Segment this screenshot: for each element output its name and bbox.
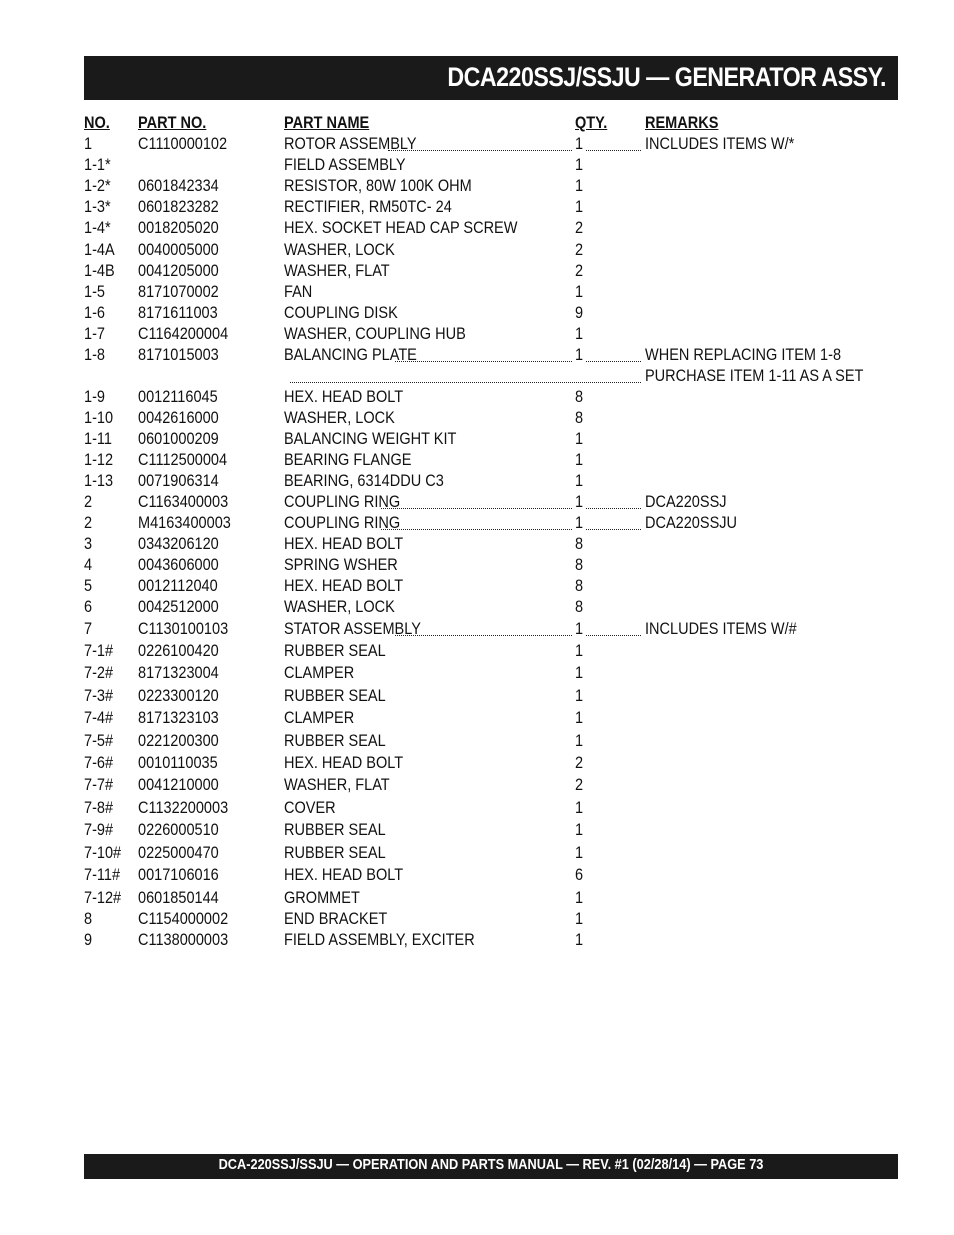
item-number: 7-8#: [84, 799, 114, 817]
item-number: 7: [84, 620, 93, 638]
item-number: 1-12: [84, 451, 114, 469]
part-number: 0041210000: [138, 776, 219, 794]
part-name: RUBBER SEAL: [284, 821, 386, 839]
item-number: 1-6: [84, 304, 105, 322]
page-title: DCA220SSJ/SSJU — GENERATOR ASSY.: [447, 62, 886, 92]
part-name: END BRACKET: [284, 910, 388, 928]
part-number: 0012112040: [138, 577, 218, 595]
part-name: GROMMET: [284, 889, 360, 907]
part-name: ROTOR ASSEMBLY: [284, 135, 417, 153]
part-number: 0601842334: [138, 177, 219, 195]
part-name: HEX. HEAD BOLT: [284, 577, 404, 595]
item-number: 7-11#: [84, 866, 121, 884]
item-number: 7-9#: [84, 821, 114, 839]
item-number: 1-10: [84, 409, 114, 427]
item-number: 2: [84, 493, 93, 511]
part-number: 0012116045: [138, 388, 218, 406]
part-name: RUBBER SEAL: [284, 642, 386, 660]
leader-dots: [381, 496, 572, 509]
part-name: BEARING FLANGE: [284, 451, 412, 469]
item-number: 7-4#: [84, 709, 114, 727]
item-number: 7-1#: [84, 642, 114, 660]
part-name: BALANCING WEIGHT KIT: [284, 430, 457, 448]
item-number: 2: [84, 514, 93, 532]
column-header-no: NO.: [84, 114, 110, 132]
quantity: 1: [575, 821, 584, 839]
remarks: WHEN REPLACING ITEM 1-8: [645, 346, 842, 364]
quantity: 1: [575, 910, 584, 928]
leader-dots: [586, 623, 641, 636]
part-number: 0601000209: [138, 430, 219, 448]
part-name: WASHER, FLAT: [284, 262, 390, 280]
part-number: 8171323004: [138, 664, 219, 682]
quantity: 1: [575, 430, 584, 448]
part-number: 0010110035: [138, 754, 218, 772]
quantity: 8: [575, 409, 584, 427]
quantity: 1: [575, 844, 584, 862]
item-number: 7-7#: [84, 776, 114, 794]
quantity: 1: [575, 325, 584, 343]
quantity: 6: [575, 866, 584, 884]
leader-dots: [290, 370, 641, 383]
part-name: BALANCING PLATE: [284, 346, 417, 364]
quantity: 1: [575, 493, 584, 511]
part-number: 0226100420: [138, 642, 219, 660]
quantity: 1: [575, 156, 584, 174]
column-header-qty: QTY.: [575, 114, 608, 132]
part-number: 0018205020: [138, 219, 219, 237]
part-name: RUBBER SEAL: [284, 687, 386, 705]
column-header-part-name: PART NAME: [284, 114, 370, 132]
quantity: 2: [575, 262, 584, 280]
quantity: 2: [575, 219, 584, 237]
remarks: DCA220SSJ: [645, 493, 727, 511]
item-number: 1-4A: [84, 241, 115, 259]
part-name: HEX. HEAD BOLT: [284, 754, 404, 772]
item-number: 7-5#: [84, 732, 114, 750]
part-number: 0071906314: [138, 472, 219, 490]
part-number: 0040005000: [138, 241, 219, 259]
part-number: 0601823282: [138, 198, 219, 216]
item-number: 7-10#: [84, 844, 122, 862]
footer-text: DCA-220SSJ/SSJU — OPERATION AND PARTS MANUAL — REV. #1 (02/28/14) — PAGE 73: [218, 1157, 764, 1173]
item-number: 8: [84, 910, 93, 928]
quantity: 1: [575, 135, 584, 153]
item-number: 1-4B: [84, 262, 115, 280]
part-number: 0042512000: [138, 598, 219, 616]
part-number: 0042616000: [138, 409, 219, 427]
part-name: SPRING WSHER: [284, 556, 398, 574]
quantity: 1: [575, 931, 584, 949]
leader-dots: [586, 496, 641, 509]
quantity: 8: [575, 556, 584, 574]
part-name: COUPLING DISK: [284, 304, 398, 322]
column-header-part-no: PART NO.: [138, 114, 207, 132]
item-number: 1-8: [84, 346, 105, 364]
quantity: 1: [575, 472, 584, 490]
part-name: RUBBER SEAL: [284, 844, 386, 862]
item-number: 6: [84, 598, 93, 616]
quantity: 8: [575, 388, 584, 406]
part-name: RUBBER SEAL: [284, 732, 386, 750]
item-number: 1: [84, 135, 93, 153]
quantity: 8: [575, 598, 584, 616]
item-number: 7-3#: [84, 687, 114, 705]
part-name: FIELD ASSEMBLY, EXCITER: [284, 931, 475, 949]
remarks: PURCHASE ITEM 1-11 AS A SET: [645, 367, 864, 385]
part-number: C1164200004: [138, 325, 229, 343]
quantity: 2: [575, 776, 584, 794]
item-number: 5: [84, 577, 93, 595]
part-number: M4163400003: [138, 514, 231, 532]
item-number: 1-9: [84, 388, 105, 406]
item-number: 1-5: [84, 283, 105, 301]
part-name: WASHER, FLAT: [284, 776, 390, 794]
part-name: WASHER, LOCK: [284, 598, 395, 616]
leader-dots: [395, 623, 572, 636]
part-number: 0221200300: [138, 732, 219, 750]
quantity: 1: [575, 177, 584, 195]
part-name: COUPLING RING: [284, 514, 401, 532]
part-number: 8171323103: [138, 709, 219, 727]
item-number: 1-2*: [84, 177, 111, 195]
item-number: 4: [84, 556, 93, 574]
remarks: INCLUDES ITEMS W/*: [645, 135, 795, 153]
quantity: 9: [575, 304, 584, 322]
part-number: C1130100103: [138, 620, 229, 638]
part-number: 0041205000: [138, 262, 219, 280]
quantity: 1: [575, 732, 584, 750]
quantity: 1: [575, 283, 584, 301]
leader-dots: [586, 349, 641, 362]
item-number: 1-11: [84, 430, 112, 448]
part-name: HEX. SOCKET HEAD CAP SCREW: [284, 219, 518, 237]
quantity: 1: [575, 451, 584, 469]
quantity: 1: [575, 889, 584, 907]
part-number: C1154000002: [138, 910, 229, 928]
quantity: 1: [575, 198, 584, 216]
quantity: 1: [575, 514, 584, 532]
item-number: 1-1*: [84, 156, 111, 174]
column-header-remarks: REMARKS: [645, 114, 719, 132]
part-name: WASHER, LOCK: [284, 409, 395, 427]
part-number: C1138000003: [138, 931, 229, 949]
part-number: C1163400003: [138, 493, 229, 511]
part-name: HEX. HEAD BOLT: [284, 535, 404, 553]
part-number: 0017106016: [138, 866, 219, 884]
item-number: 1-13: [84, 472, 114, 490]
quantity: 1: [575, 620, 584, 638]
quantity: 1: [575, 642, 584, 660]
quantity: 1: [575, 346, 584, 364]
part-name: CLAMPER: [284, 664, 355, 682]
leader-dots: [586, 517, 641, 530]
part-number: C1132200003: [138, 799, 229, 817]
leader-dots: [395, 349, 572, 362]
part-number: 0043606000: [138, 556, 219, 574]
part-number: C1110000102: [138, 135, 228, 153]
quantity: 8: [575, 577, 584, 595]
part-name: COUPLING RING: [284, 493, 401, 511]
page-header-bar: [84, 56, 898, 100]
quantity: 1: [575, 687, 584, 705]
item-number: 1-3*: [84, 198, 111, 216]
part-number: 0225000470: [138, 844, 219, 862]
part-name: COVER: [284, 799, 336, 817]
item-number: 7-6#: [84, 754, 114, 772]
quantity: 2: [575, 241, 584, 259]
leader-dots: [381, 517, 572, 530]
part-name: RECTIFIER, RM50TC- 24: [284, 198, 452, 216]
leader-dots: [388, 138, 572, 151]
quantity: 1: [575, 799, 584, 817]
remarks: INCLUDES ITEMS W/#: [645, 620, 797, 638]
part-name: RESISTOR, 80W 100K OHM: [284, 177, 472, 195]
item-number: 3: [84, 535, 93, 553]
part-name: FAN: [284, 283, 313, 301]
part-name: HEX. HEAD BOLT: [284, 866, 404, 884]
quantity: 1: [575, 709, 584, 727]
part-name: FIELD ASSEMBLY: [284, 156, 406, 174]
item-number: 1-4*: [84, 219, 111, 237]
part-name: STATOR ASSEMBLY: [284, 620, 421, 638]
item-number: 1-7: [84, 325, 105, 343]
part-name: WASHER, LOCK: [284, 241, 395, 259]
part-name: BEARING, 6314DDU C3: [284, 472, 444, 490]
quantity: 8: [575, 535, 584, 553]
quantity: 2: [575, 754, 584, 772]
part-number: 0343206120: [138, 535, 219, 553]
part-number: 0601850144: [138, 889, 219, 907]
part-number: 8171015003: [138, 346, 219, 364]
part-name: WASHER, COUPLING HUB: [284, 325, 466, 343]
item-number: 7-2#: [84, 664, 114, 682]
part-number: 0226000510: [138, 821, 219, 839]
part-number: 8171611003: [138, 304, 218, 322]
leader-dots: [586, 138, 641, 151]
part-name: CLAMPER: [284, 709, 355, 727]
item-number: 9: [84, 931, 93, 949]
part-number: C1112500004: [138, 451, 228, 469]
quantity: 1: [575, 664, 584, 682]
part-name: HEX. HEAD BOLT: [284, 388, 404, 406]
page-footer-bar: [84, 1154, 898, 1179]
part-number: 0223300120: [138, 687, 219, 705]
part-number: 8171070002: [138, 283, 219, 301]
item-number: 7-12#: [84, 889, 122, 907]
remarks: DCA220SSJU: [645, 514, 738, 532]
